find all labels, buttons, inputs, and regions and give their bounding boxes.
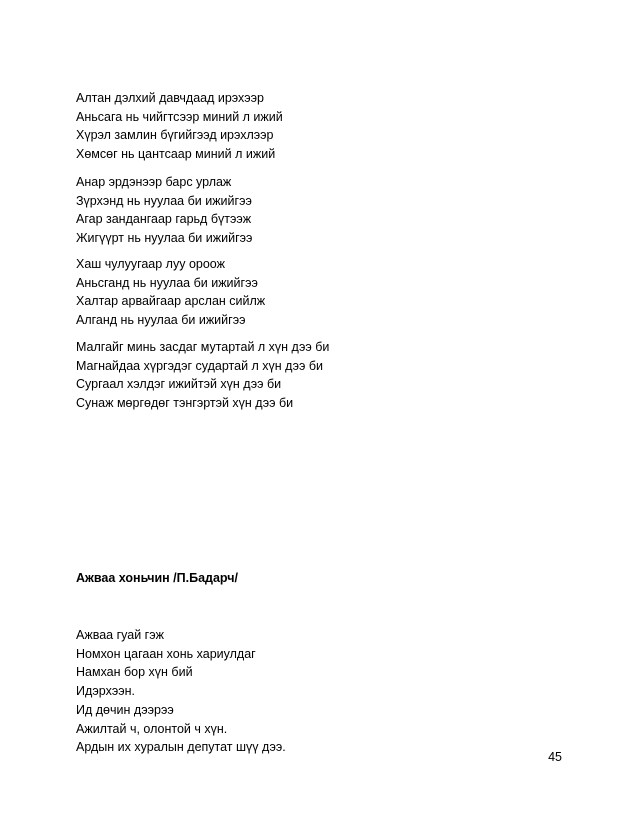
page-number: 45 — [548, 750, 562, 764]
poem-line: Хөмсөг нь цантсаар миний л ижий — [76, 147, 276, 162]
poem-line: Алганд нь нуулаа би ижийгээ — [76, 313, 246, 328]
poem-line: Алтан дэлхий давчдаад ирэхээр — [76, 91, 264, 105]
poem-stanza-2 — [76, 173, 252, 248]
poem-line: Сургаал хэлдэг ижийтэй хүн дээ би — [76, 377, 282, 392]
poem-title: Ажваа хоньчин /П.Бадарч/ — [76, 571, 238, 585]
poem-line: Анар эрдэнээр барс урлаж — [76, 175, 232, 189]
poem-2-body — [76, 626, 286, 757]
poem-line: Ардын их хуралын депутат шүү дээ. — [76, 740, 286, 755]
poem-stanza-4 — [76, 338, 329, 413]
poem-line: Ажилтай ч, олонтой ч хүн. — [76, 721, 228, 736]
poem-line: Хүрэл замлин бүгийгээд ирэхлээр — [76, 128, 274, 143]
poem-line: Зүрхэнд нь нуулаа би ижийгээ — [76, 193, 252, 208]
poem-line: Намхан бор хүн бий — [76, 665, 193, 680]
poem-line: Хаш чулуугаар луу ороож — [76, 257, 225, 271]
poem-line: Магнайдаа хүргэдэг судартай л хүн дээ би — [76, 358, 323, 373]
poem-line: Идэрхээн. — [76, 684, 135, 699]
poem-line: Аньсганд нь нуулаа би ижийгээ — [76, 275, 258, 290]
poem-line: Аньсага нь чийгтсээр миний л ижий — [76, 109, 283, 124]
poem-line: Сунаж мөргөдөг тэнгэртэй хүн дээ би — [76, 396, 294, 411]
poem-stanza-1 — [76, 89, 283, 164]
poem-stanza-3 — [76, 255, 265, 330]
poem-line: Малгайг минь засдаг мутартай л хүн дээ би — [76, 340, 330, 354]
poem-line: Ид дөчин дээрээ — [76, 702, 174, 717]
poem-line: Агар зандангаар гарьд бүтээж — [76, 212, 252, 227]
poem-line: Халтар арвайгаар арслан сийлж — [76, 294, 266, 309]
poem-line: Номхон цагаан хонь хариулдаг — [76, 646, 256, 661]
poem-line: Жигүүрт нь нуулаа би ижийгээ — [76, 231, 253, 246]
poem-line: Ажваа гуай гэж — [76, 628, 164, 642]
